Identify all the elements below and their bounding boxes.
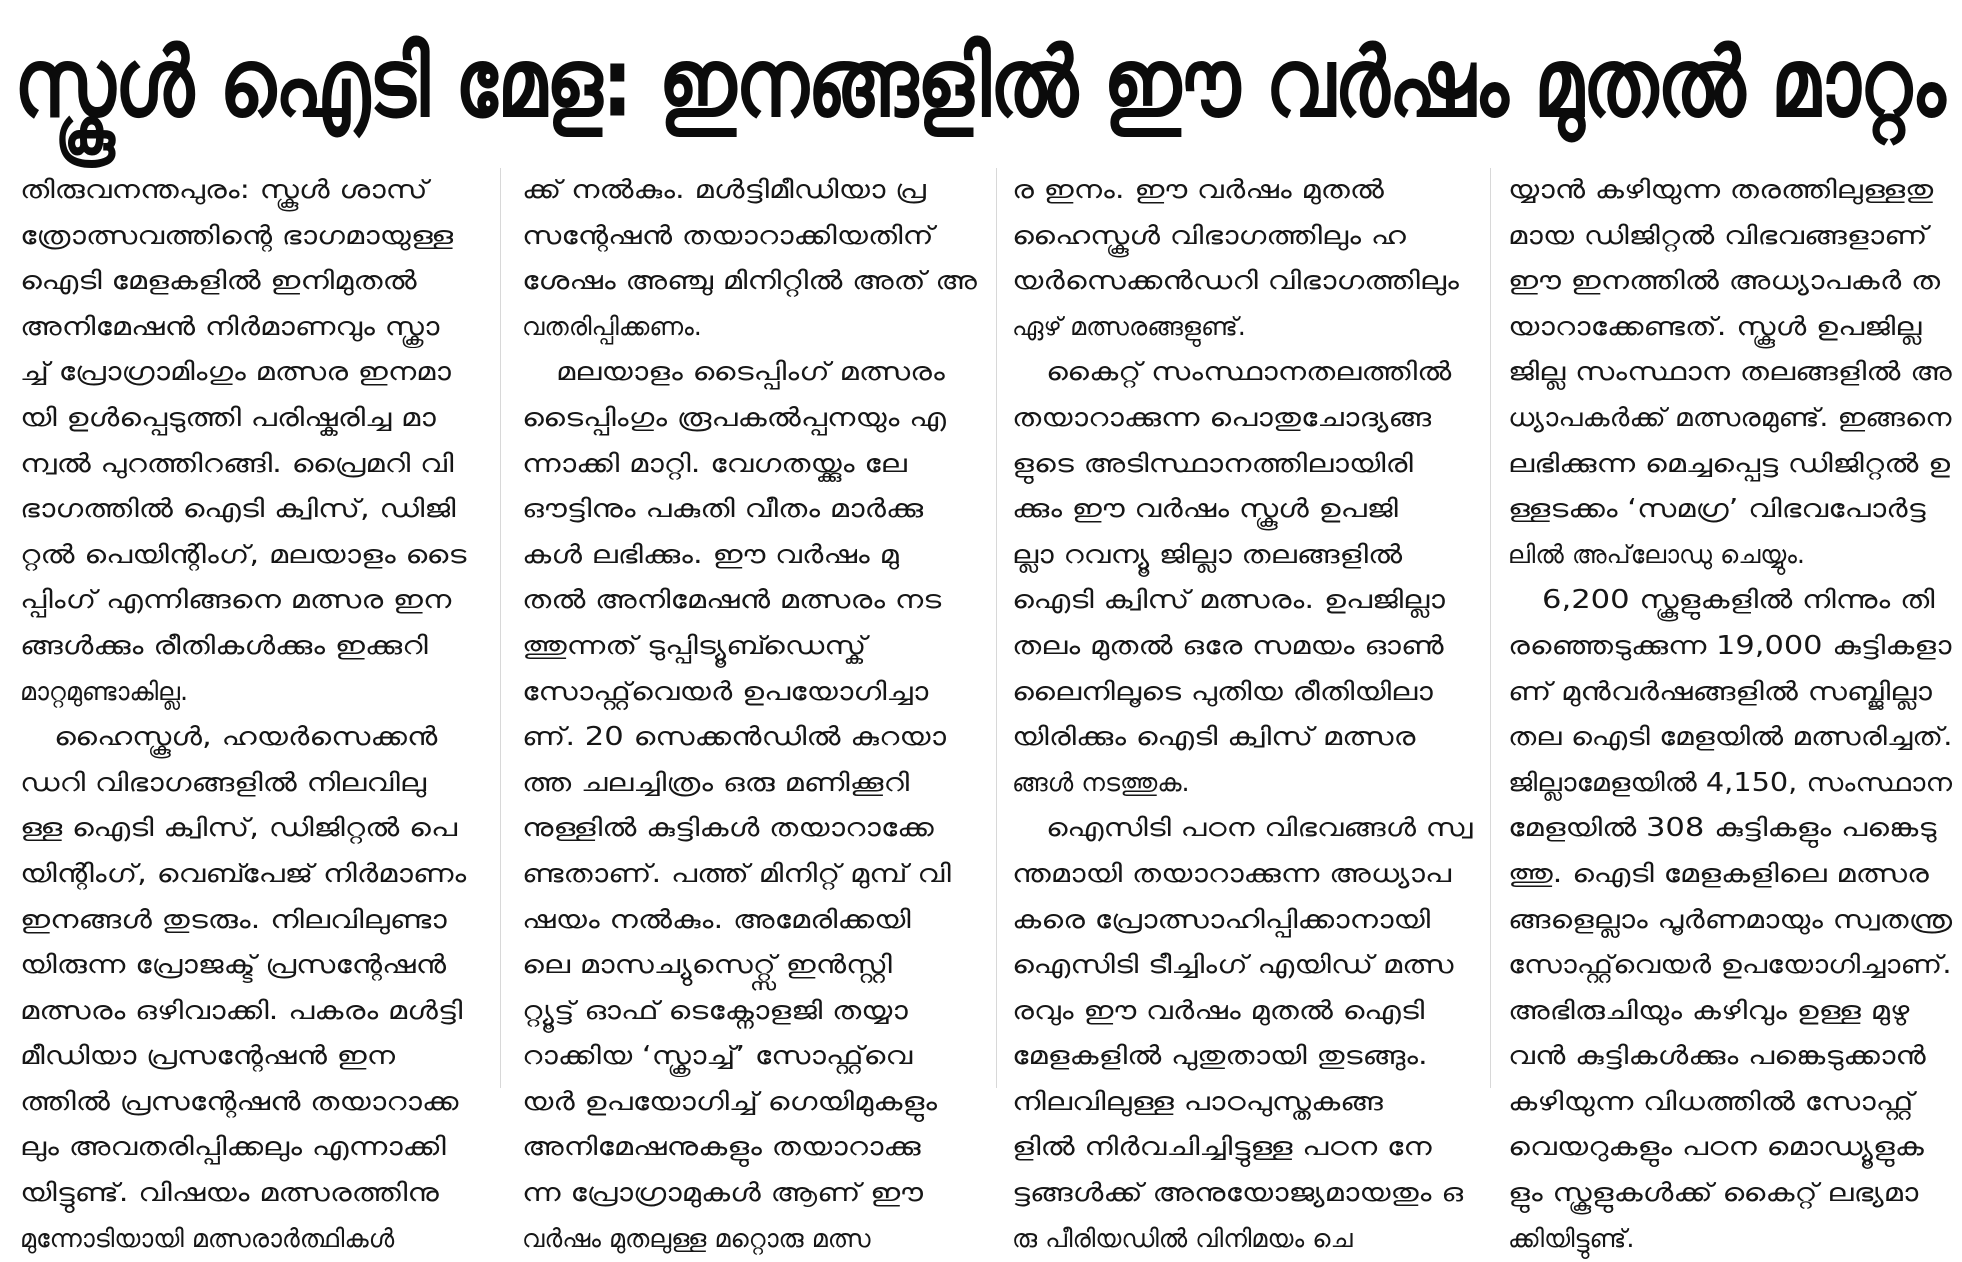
article-text-line: ഭാഗത്തിൽ ഐടി ക്വിസ്, ഡിജി xyxy=(20,494,456,525)
article-text-line: ഐസിടി പഠന വിഭവങ്ങൾ സ്വ xyxy=(1046,813,1473,844)
article-text-line: യിന്റിംഗ്, വെബ്പേജ് നിർമാണം xyxy=(20,858,467,889)
article-text-line: ങ്ങളെല്ലാം പൂർണമായും സ്വതന്ത്ര xyxy=(1508,904,1953,935)
article-text-line: മുന്നോടിയായി മത്സരാർത്ഥികൾ xyxy=(20,1223,395,1254)
article-text-line: ന്തമായി തയാറാക്കുന്ന അധ്യാപ xyxy=(1012,858,1452,889)
article-text-line: ണ് മുൻവർഷങ്ങളിൽ സബ്ജില്ലാ xyxy=(1508,676,1932,707)
article-column-3 xyxy=(1012,168,1473,1254)
article-text-line: ലും അവതരിപ്പിക്കലും എന്നാക്കി xyxy=(20,1132,446,1163)
article-text-line: അനിമേഷനുകളും തയാറാക്കു xyxy=(522,1132,921,1163)
article-text-line: ലെ മാസച്യുസെറ്റ്സ് ഇൻസ്റ്റി xyxy=(522,950,892,981)
article-text-line: ശേഷം അഞ്ചു മിനിറ്റിൽ അത് അ xyxy=(522,266,977,297)
article-text-line: ള്ളടക്കം ‘സമഗ്ര’ വിഭവപോർട്ട xyxy=(1508,494,1926,525)
article-text-line: യിട്ടുണ്ട്. വിഷയം മത്സരത്തിനു xyxy=(20,1178,439,1209)
column-divider xyxy=(500,168,501,1088)
article-text-line: യർ ഉപയോഗിച്ച് ഗെയിമുകളും xyxy=(522,1086,938,1117)
column-divider xyxy=(996,168,997,1088)
article-text-line: ലഭിക്കുന്ന മെച്ചപ്പെട്ട ഡിജിറ്റൽ ഉ xyxy=(1508,448,1951,479)
article-text-line: യ്യാൻ കഴിയുന്ന തരത്തിലുള്ളതു xyxy=(1508,175,1934,205)
article-text-line: കഴിയുന്ന വിധത്തിൽ സോഫ്റ്റ് xyxy=(1508,1086,1914,1117)
article-text-line: മീഡിയാ പ്രസന്റേഷൻ ഇന xyxy=(20,1041,396,1072)
article-text-line: തല ഐടി മേളയിൽ മത്സരിച്ചത്. xyxy=(1508,722,1953,753)
article-text-line: ഷയം നൽകും. അമേരിക്കയി xyxy=(522,904,911,935)
article-text-line: റ്റൽ പെയിന്റിംഗ്, മലയാളം ടൈ xyxy=(20,539,467,570)
column-divider xyxy=(1490,168,1491,1088)
article-text-line: രഞ്ഞെടുക്കുന്ന 19,000 കുട്ടികളാ xyxy=(1508,630,1952,661)
article-text-line: ഔട്ടിനും പകുതി വീതം മാർക്കു xyxy=(522,494,924,525)
article-text-line: ന്വൽ പുറത്തിറങ്ങി. പ്രൈമറി വി xyxy=(20,448,454,479)
article-text-line: ടൈപ്പിംഗും രൂപകൽപ്പനയും എ xyxy=(522,402,946,433)
article-text-line: തലം മുതൽ ഒരേ സമയം ഓൺ xyxy=(1012,630,1444,661)
article-text-line: വൻ കുട്ടികൾക്കും പങ്കെടുക്കാൻ xyxy=(1508,1041,1926,1072)
article-text-line: അഭിരുചിയും കഴിവും ഉള്ള മുഴു xyxy=(1508,995,1910,1026)
article-text-line: തയാറാക്കുന്ന പൊതുചോദ്യങ്ങ xyxy=(1012,402,1432,433)
article-text-line: ത്ത ചലച്ചിത്രം ഒരു മണിക്കൂറി xyxy=(522,767,910,798)
article-text-line: രു പീരിയഡിൽ വിനിമയം ചെ xyxy=(1012,1223,1353,1254)
article-text-line: ജില്ലാമേളയിൽ 4,150, സംസ്ഥാന xyxy=(1508,767,1952,798)
article-text-line: യർസെക്കൻഡറി വിഭാഗത്തിലും xyxy=(1012,266,1459,297)
article-text-line: ണ്. 20 സെക്കൻഡിൽ കുറയാ xyxy=(522,722,946,753)
article-text-line: ഹൈസ്കൂൾ വിഭാഗത്തിലും ഹ xyxy=(1012,220,1406,251)
article-text-line: ഡറി വിഭാഗങ്ങളിൽ നിലവിലു xyxy=(20,767,427,798)
article-text-line: യിരിക്കും ഐടി ക്വിസ് മത്സര xyxy=(1012,722,1416,753)
article-column-1 xyxy=(20,168,482,1254)
article-text-line: റ്റ്യൂട്ട് ഓഫ് ടെക്നോളജി തയ്യാ xyxy=(522,995,908,1026)
article-text-line: ക്ക് നൽകും. മൾട്ടിമീഡിയാ പ്ര xyxy=(522,175,926,205)
article-text-line: തിരുവനന്തപുരം: സ്കൂൾ ശാസ് xyxy=(20,175,428,205)
article-text-line: ട്ടങ്ങൾക്ക് അനുയോജ്യമായതും ഒ xyxy=(1012,1178,1464,1209)
article-text-line: ളും സ്കൂളുകൾക്ക് കൈറ്റ് ലഭ്യമാ xyxy=(1508,1178,1919,1209)
article-text-line: മായ ഡിജിറ്റൽ വിഭവങ്ങളാണ് xyxy=(1508,220,1928,251)
article-text-line: ത്തിൽ പ്രസന്റേഷൻ തയാറാക്ക xyxy=(20,1086,459,1117)
article-text-line: ങ്ങൾ നടത്തുക. xyxy=(1012,767,1190,798)
article-column-2 xyxy=(522,168,982,1254)
article-text-line: പ്പിംഗ് എന്നിങ്ങനെ മത്സര ഇന xyxy=(20,585,452,616)
article-text-line: മലയാളം ടൈപ്പിംഗ് മത്സരം xyxy=(556,357,945,388)
article-text-line: യിരുന്ന പ്രോജക്ട് പ്രസന്റേഷൻ xyxy=(20,950,447,981)
article-text-line: ക്കിയിട്ടുണ്ട്. xyxy=(1508,1223,1635,1254)
article-text-line: ക്കും ഈ വർഷം സ്കൂൾ ഉപജി xyxy=(1012,494,1398,525)
article-text-line: ണ്ടതാണ്. പത്ത് മിനിറ്റ് മുമ്പ് വി xyxy=(522,858,951,889)
article-text-line: ളുടെ അടിസ്ഥാനത്തിലായിരി xyxy=(1012,448,1413,479)
article-text-line: വെയറുകളും പഠന മൊഡ്യൂളുക xyxy=(1508,1132,1924,1163)
article-text-line: ലിൽ അപ്‌ലോഡു ചെയ്യും. xyxy=(1508,539,1806,570)
article-text-line: തൽ അനിമേഷൻ മത്സരം നട xyxy=(522,585,942,616)
article-text-line: അനിമേഷൻ നിർമാണവും സ്ക്രാ xyxy=(20,311,440,342)
article-text-line: ഹൈസ്കൂൾ, ഹയർസെക്കൻ xyxy=(54,722,438,753)
article-text-line: രവും ഈ വർഷം മുതൽ ഐടി xyxy=(1012,995,1425,1026)
article-text-line: സന്റേഷൻ തയാറാക്കിയതിന് xyxy=(522,220,934,251)
article-text-line: ര ഇനം. ഈ വർഷം മുതൽ xyxy=(1012,175,1384,205)
article-text-line: വതരിപ്പിക്കണം. xyxy=(522,311,702,342)
article-text-line: റാക്കിയ ‘സ്ക്രാച്ച്’ സോഫ്റ്റ്‌വെ xyxy=(522,1041,913,1072)
article-text-line: ഐടി മേളകളിൽ ഇനിമുതൽ xyxy=(20,266,417,297)
article-text-line: ന്നാക്കി മാറ്റി. വേഗതയ്ക്കും ലേ xyxy=(522,448,907,479)
article-text-line: മേളകളിൽ പുതുതായി തുടങ്ങും. xyxy=(1012,1041,1428,1072)
article-text-line: മാറ്റമുണ്ടാകില്ല. xyxy=(20,676,189,707)
article-text-line: ന്ന പ്രോഗ്രാമുകൾ ആണ് ഈ xyxy=(522,1178,924,1209)
article-text-line: ത്തുന്നത് ടുപ്പിട്യൂബ്ഡെസ്ക് xyxy=(522,630,867,661)
article-text-line: ഇനങ്ങൾ തുടരും. നിലവിലുണ്ടാ xyxy=(20,904,447,935)
article-text-line: വർഷം മുതലുള്ള മറ്റൊരു മത്സ xyxy=(522,1223,871,1254)
article-text-line: ത്രോത്സവത്തിന്റെ ഭാഗമായുള്ള xyxy=(20,220,454,251)
article-text-line: ജില്ല സംസ്ഥാന തലങ്ങളിൽ അ xyxy=(1508,357,1952,388)
article-text-line: ളിൽ നിർവചിച്ചിട്ടുള്ള പഠന നേ xyxy=(1012,1132,1432,1163)
article-column-4 xyxy=(1508,168,1953,1254)
article-text-line: കൾ ലഭിക്കും. ഈ വർഷം മു xyxy=(522,539,899,570)
article-text-line: 6,200 സ്കൂളുകളിൽ നിന്നും തി xyxy=(1542,585,1935,616)
article-text-line: യാറാക്കേണ്ടത്. സ്കൂൾ ഉപജില്ല xyxy=(1508,311,1922,342)
article-text-line: മേളയിൽ 308 കുട്ടികളും പങ്കെടു xyxy=(1508,813,1937,844)
article-text-line: നിലവിലുള്ള പാഠപുസ്തകങ്ങ xyxy=(1012,1086,1383,1117)
article-text-line: ല്ലാ റവന്യൂ ജില്ലാ തലങ്ങളിൽ xyxy=(1012,539,1403,570)
article-text-line: സോഫ്റ്റ്‌വെയർ ഉപയോഗിച്ചാണ്. xyxy=(1508,950,1952,981)
article-text-line: കൈറ്റ് സംസ്ഥാനതലത്തിൽ xyxy=(1046,357,1452,388)
article-text-line: ത്തു. ഐടി മേളകളിലെ മത്സര xyxy=(1508,858,1929,889)
article-text-line: ഈ ഇനത്തിൽ അധ്യാപകർ ത xyxy=(1508,266,1941,297)
article-text-line: ഐടി ക്വിസ് മത്സരം. ഉപജില്ലാ xyxy=(1012,585,1445,616)
article-text-line: ഐസിടി ടീച്ചിംഗ് എയിഡ് മത്സ xyxy=(1012,950,1454,981)
article-text-line: കരെ പ്രോത്സാഹിപ്പിക്കാനായി xyxy=(1012,904,1431,935)
article-text-line: ങ്ങൾക്കും രീതികൾക്കും ഇക്കുറി xyxy=(20,630,428,661)
article-text-line: സോഫ്റ്റ്‌വെയർ ഉപയോഗിച്ചാ xyxy=(522,676,929,707)
article-text-line: ച്ച് പ്രോഗ്രാമിംഗും മത്സര ഇനമാ xyxy=(20,357,451,388)
article-text-line: ധ്യാപകർക്ക് മത്സരമുണ്ട്. ഇങ്ങനെ xyxy=(1508,402,1952,433)
article-text-line: ള്ള ഐടി ക്വിസ്, ഡിജിറ്റൽ പെ xyxy=(20,813,458,844)
article-text-line: ഏഴ് മത്സരങ്ങളുണ്ട്. xyxy=(1012,311,1246,342)
article-text-line: മത്സരം ഒഴിവാക്കി. പകരം മൾട്ടി xyxy=(20,995,463,1026)
article-text-line: നുള്ളിൽ കുട്ടികൾ തയാറാക്കേ xyxy=(522,813,934,844)
article-text-line: യി ഉൾപ്പെടുത്തി പരിഷ്കരിച്ച മാ xyxy=(20,402,436,433)
article-text-line: ലൈനിലൂടെ പുതിയ രീതിയിലാ xyxy=(1012,676,1433,707)
article-headline: സ്കൂൾ ഐടി മേള: ഇനങ്ങളിൽ ഈ വർഷം മുതൽ മാറ്റം xyxy=(14,26,1945,138)
